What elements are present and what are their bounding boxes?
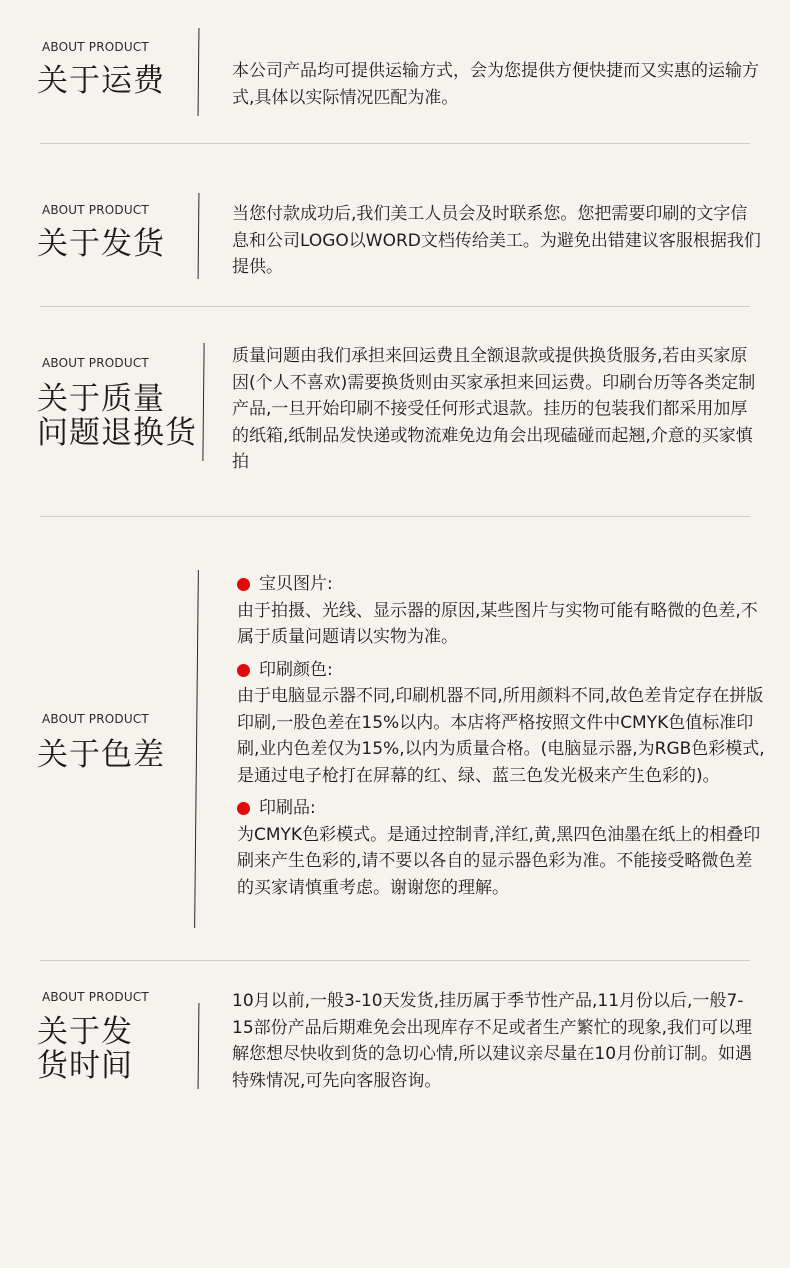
- vertical-divider: [198, 193, 200, 279]
- section-heading: [37, 1015, 133, 1083]
- section-heading: 关于色差: [37, 737, 165, 773]
- horizontal-divider: [40, 306, 750, 307]
- section-heading: 关于发货: [37, 226, 165, 262]
- vertical-divider: [198, 28, 200, 116]
- vertical-divider: [194, 570, 199, 928]
- section-body: 当您付款成功后,我们美工人员会及时联系您。您把需要印刷的文字信息和公司LOGO以WORD文档传给美工。为避免出错建议客服根据我们提供。: [232, 204, 761, 277]
- section-heading-line: 关于质量: [37, 381, 165, 417]
- red-dot-icon: [237, 578, 250, 591]
- section-eyebrow: ABOUT PRODUCT: [42, 203, 149, 217]
- horizontal-divider: [40, 516, 750, 517]
- bullet-title-text: 印刷品:: [259, 798, 316, 818]
- vertical-divider: [202, 343, 204, 461]
- bullet-title: [237, 795, 767, 822]
- horizontal-divider: [40, 143, 750, 144]
- section-body: 10月以前,一般3-10天发货,挂历属于季节性产品,11月份以后,一般7-15部份产品后期难免会出现库存不足或者生产繁忙的现象,我们可以理解您想尽快收到货的急切心情,所以建议亲尽量在10月份前订制。如遇特殊情况,可先向客服咨询。: [232, 991, 753, 1091]
- bullet-item: [237, 571, 767, 651]
- bullet-title-text: 印刷颜色:: [259, 659, 333, 680]
- red-dot-icon: [237, 802, 250, 815]
- section-heading-line: 关于发: [37, 1014, 133, 1050]
- bullet-list: [237, 571, 767, 907]
- horizontal-divider: [40, 960, 750, 961]
- section-heading: 关于运费: [37, 63, 165, 99]
- bullet-body: 为CMYK色彩模式。是通过控制青,洋红,黄,黑四色油墨在纸上的相叠印刷来产生色彩的,请不要以各自的显示器色彩为准。不能接受略微色差的买家请慎重考虑。谢谢您的理解。: [237, 824, 761, 898]
- bullet-item: [237, 657, 767, 790]
- bullet-title: [237, 571, 767, 598]
- vertical-divider: [198, 1003, 200, 1089]
- bullet-title-text: 宝贝图片:: [259, 574, 333, 594]
- bullet-body: 由于拍摄、光线、显示器的原因,某些图片与实物可能有略微的色差,不属于质量问题请以实物为准。: [237, 600, 758, 647]
- section-body: 质量问题由我们承担来回运费且全额退款或提供换货服务,若由买家原因(个人不喜欢)需要换货则由买家承担来回运费。印刷台历等各类定制产品,一旦开始印刷不接受任何形式退款。挂历的包装我们都采用加厚的纸箱,纸制品发快递或物流难免边角会出现磕碰而起翘,介意的买家慎拍: [232, 346, 756, 472]
- section-eyebrow: ABOUT PRODUCT: [42, 356, 149, 370]
- section-eyebrow: ABOUT PRODUCT: [42, 990, 149, 1004]
- section-eyebrow: ABOUT PRODUCT: [42, 40, 149, 54]
- bullet-body: 由于电脑显示器不同,印刷机器不同,所用颜料不同,故色差肯定存在拼版印刷,一股色差在15%以内。本店将严格按照文件中CMYK色值标准印刷,业内色差仅为15%,以内为质量合格。(电脑显示器,为RGB色彩模式,是通过电子枪打在屏幕的红、绿、蓝三色发光极来产生色彩的)。: [237, 686, 765, 786]
- bullet-item: [237, 795, 767, 901]
- section-heading: [37, 382, 197, 450]
- section-heading-line: 问题退换货: [37, 415, 197, 451]
- bullet-title: [237, 657, 767, 684]
- section-heading-line: 货时间: [37, 1048, 133, 1084]
- red-dot-icon: [237, 664, 250, 677]
- section-body: 本公司产品均可提供运输方式，会为您提供方便快捷而又实惠的运输方式,具体以实际情况匹配为准。: [232, 61, 759, 108]
- section-eyebrow: ABOUT PRODUCT: [42, 712, 149, 726]
